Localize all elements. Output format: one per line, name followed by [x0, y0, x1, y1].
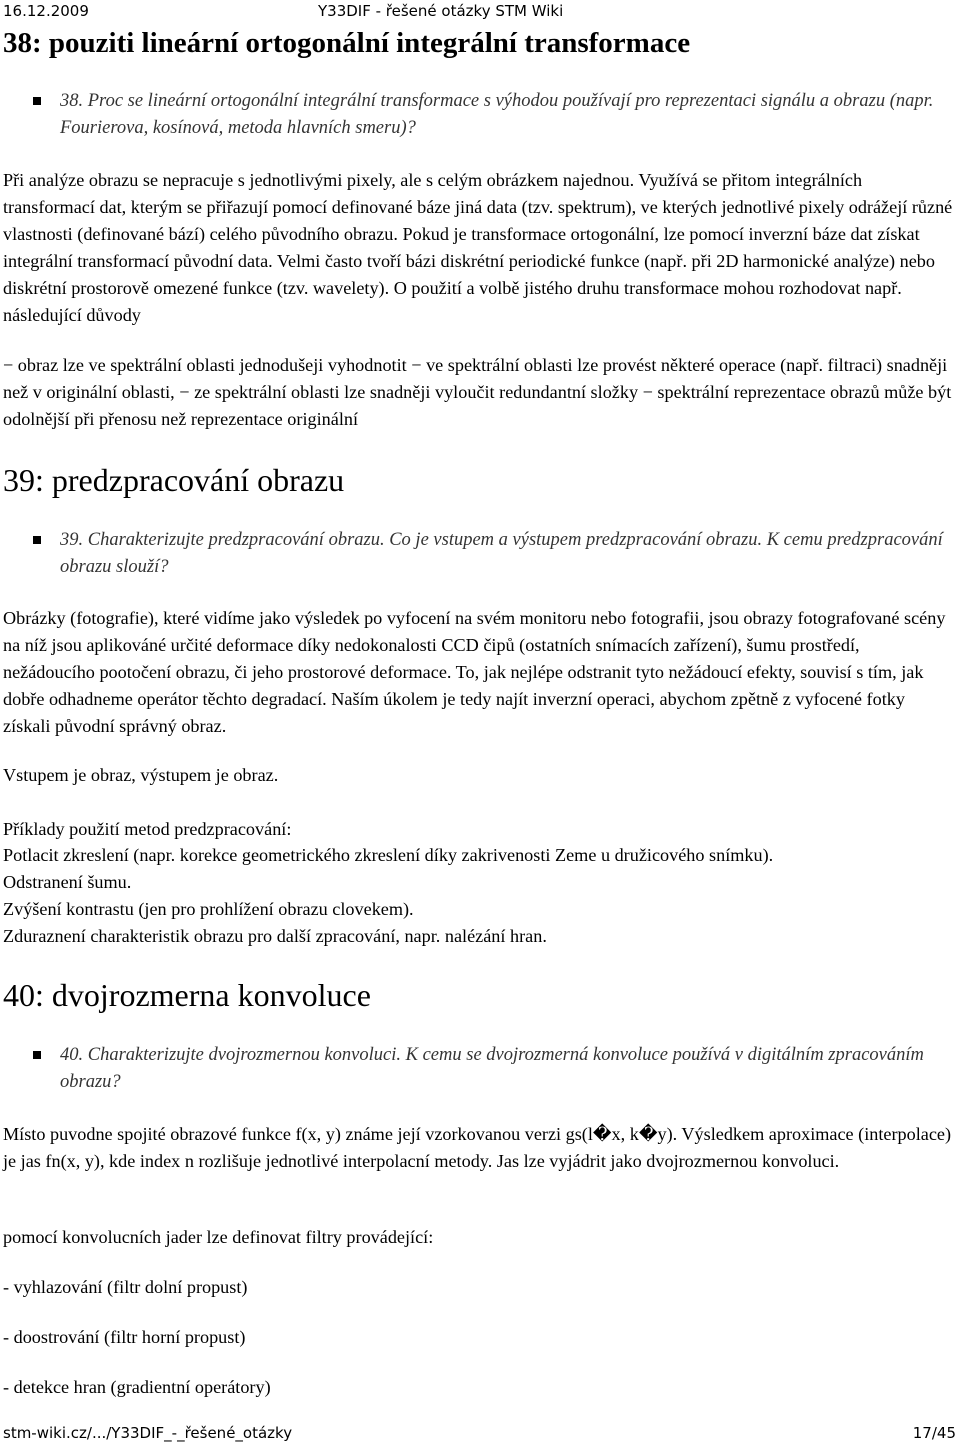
- page-header: [0, 0, 960, 22]
- section-question-39: 39. Charakterizujte predzpracování obrazu. Co je vstupem a výstupem predzpracování obrazu. K cemu predzpracování obrazu slouží?: [60, 530, 943, 577]
- header-date: 16.12.2009: [3, 2, 89, 20]
- section-question-40: 40. Charakterizujte dvojrozmernou konvoluci. K cemu se dvojrozmerná konvoluce používá v digitálním zpracováním obrazu?: [60, 1045, 924, 1092]
- section-line-39-3: Zvýšení kontrastu (jen pro prohlížení obrazu clovekem).: [3, 899, 414, 919]
- section-question-38: 38. Proc se lineární ortogonální integrální transformace s výhodou používají pro reprezentaci signálu a obrazu (napr. Fourierova, kosínová, metoda hlavních smeru)?: [60, 91, 934, 138]
- section-heading-40: 40: dvojrozmerna konvoluce: [3, 977, 371, 1013]
- section-paragraph-39-1: Obrázky (fotografie), které vidíme jako výsledek po vyfocení na svém monitoru nebo fotografii, jsou obrazy fotografované scény na níž jsou aplikováné určité deformace díky nedokonalosti CCD čipů (ostatních snímacích zařízení), šumu prostředí, nežádoucího pootočení obrazu, či jeho prostorové deformace. To, jak nejlépe odstranit tyto nežádoucí efekty, souvisí s tím, jak dobře odhadneme operátor těchto degradací. Naším úkolem je tedy najít inverzní operaci, abychom zpětně z vyfocené fotky získali původní správný obraz.: [3, 608, 946, 736]
- footer-url: stm-wiki.cz/.../Y33DIF_-_řešené_otázky: [3, 1424, 293, 1442]
- page-footer: [0, 1422, 960, 1444]
- bullet-icon: [33, 97, 41, 105]
- section-paragraph-38-1: Při analýze obrazu se nepracuje s jednotlivými pixely, ale s celým obrázkem najednou. Využívá se přitom integrálních transformací dat, kterým se přiřazují pomocí definované báze jiná data (tzv. spektrum), ve kterých jednotlivé pixely odrážejí různé vlastnosti (definované bází) celého původního obrazu. Pokud je transformace ortogonální, lze pomocí inverzní báze dat získat integrální transformací původní data. Velmi často tvoří bázi diskrétní periodické funkce (např. při 2D harmonické analýze) nebo diskrétní prostorově omezené funkce (tzv. wavelety). O použití a volbě jistého druhu transformace mohou rozhodovat např. následující důvody: [3, 170, 953, 325]
- section-paragraph-40-2: pomocí konvolucních jader lze definovat filtry provádející:: [3, 1227, 434, 1247]
- section-list-item-40-3: - detekce hran (gradientní operátory): [3, 1377, 271, 1397]
- section-line-39-1: Potlacit zkreslení (napr. korekce geometrického zkreslení díky zakrivenosti Zeme u družicového snímku).: [3, 845, 774, 865]
- bullet-icon: [33, 536, 41, 544]
- section-line-39-4: Zduraznení charakteristik obrazu pro další zpracování, napr. nalézání hran.: [3, 926, 547, 946]
- section-paragraph-39-2: Vstupem je obraz, výstupem je obraz.: [3, 765, 279, 785]
- section-line-39-2: Odstranení šumu.: [3, 872, 132, 892]
- section-paragraph-39-3: Příklady použití metod predzpracování:: [3, 819, 292, 839]
- section-paragraph-38-2: − obraz lze ve spektrální oblasti jednodušeji vyhodnotit − ve spektrální oblasti lze provést některé operace (např. filtraci) snadněji než v originální oblasti, − ze spektrální oblasti lze snadněji vyloučit redundantní složky − spektrální reprezentace obrazů může být odolnější při přenosu než reprezentace originální: [3, 355, 952, 429]
- section-heading-39: 39: predzpracování obrazu: [3, 462, 345, 498]
- footer-page-number: 17/45: [912, 1424, 956, 1442]
- section-paragraph-40-1: Místo puvodne spojité obrazové funkce f(x, y) známe její vzorkovanou verzi gs(l�x, k�y). Výsledkem aproximace (interpolace) je jas fn(x, y), kde index n rozlišuje jednotlivé interpolacní metody. Jas lze vyjádrit jako dvojrozmernou konvoluci.: [3, 1124, 952, 1171]
- section-list-item-40-1: - vyhlazování (filtr dolní propust): [3, 1277, 248, 1297]
- bullet-icon: [33, 1051, 41, 1059]
- section-list-item-40-2: - doostrování (filtr horní propust): [3, 1327, 246, 1347]
- header-title: Y33DIF - řešené otázky STM Wiki: [318, 2, 564, 20]
- section-heading-38: 38: pouziti lineární ortogonální integrální transformace: [3, 27, 691, 59]
